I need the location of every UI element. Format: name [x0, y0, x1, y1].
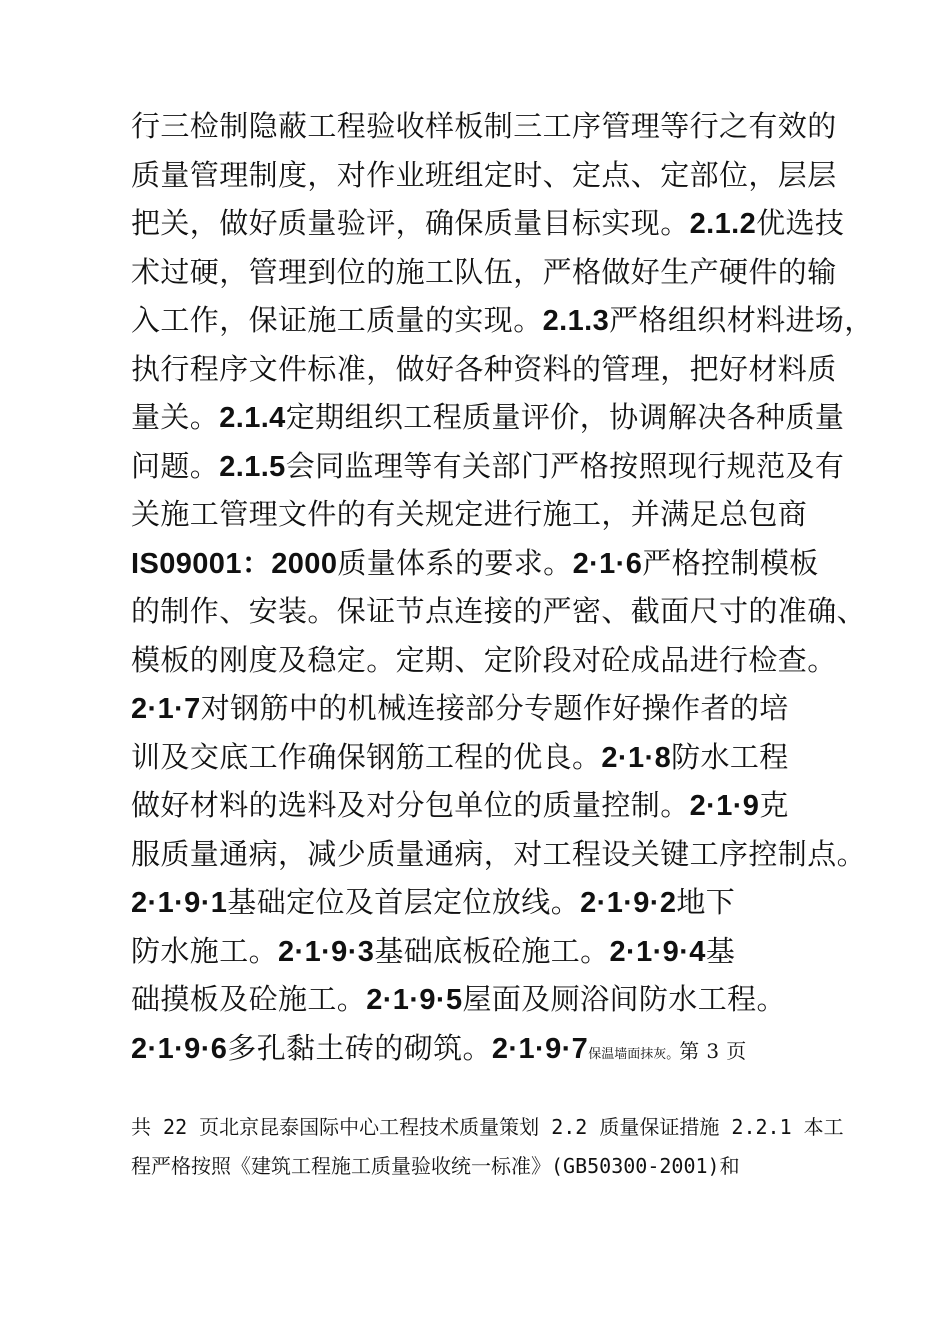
text-segment: 对钢筋中的机械连接部分专题作好操作者的培 — [200, 691, 789, 725]
clause-number: 2·1·9·1 — [131, 887, 228, 919]
text-segment: 把关，做好质量验评，确保质量目标实现。 — [131, 206, 690, 240]
clause-number: 2·1·9·6 — [131, 1032, 228, 1065]
text-line — [131, 442, 851, 491]
clause-number: 2·1·8 — [601, 741, 672, 774]
text-segment: 行三检制隐蔽工程验收样板制三工序管理等行之有效的 — [131, 109, 837, 143]
clause-number: 2·1·9·5 — [366, 984, 463, 1016]
text-segment: 质量体系的要求。 — [337, 545, 573, 580]
text-line — [131, 393, 851, 442]
text-line — [131, 975, 851, 1024]
text-line — [131, 927, 851, 976]
clause-number: 2·1·9 — [689, 790, 760, 822]
clause-number: 2.1.3 — [542, 305, 610, 337]
text-line — [131, 587, 867, 636]
clause-number: 2·1·6 — [572, 547, 643, 580]
text-segment: 执行程序文件标准，做好各种资料的管理，把好材料质 — [131, 351, 837, 386]
footer-line-2: 程严格按照《建筑工程施工质量验收统一标准》(GB50300-2001)和 — [131, 1154, 740, 1178]
clause-number: 2.1.4 — [219, 402, 286, 434]
page-label: 第 3 页 — [679, 1038, 747, 1063]
text-line — [131, 684, 851, 733]
text-segment: 地下 — [676, 885, 736, 919]
footer-line-1: 共 22 页北京昆泰国际中心工程技术质量策划 2.2 质量保证措施 2.2.1 本工 — [131, 1115, 844, 1139]
clause-number: 2·1·9·3 — [278, 935, 375, 968]
text-segment: 的制作、安装。保证节点连接的严密、截面尺寸的准确、 — [131, 594, 867, 628]
text-segment: 入工作，保证施工质量的实现。 — [131, 303, 543, 337]
text-segment: 优选技 — [756, 206, 845, 240]
text-segment: 础摸板及砼施工。 — [131, 982, 367, 1016]
text-line — [131, 345, 851, 394]
text-segment: 定期组织工程质量评价，协调解决各种质量 — [285, 400, 845, 434]
body-text — [131, 102, 874, 1072]
text-segment: 防水施工。 — [131, 933, 279, 968]
footer-text — [131, 1108, 851, 1186]
text-segment: 克 — [759, 788, 789, 822]
text-line — [131, 296, 874, 345]
clause-number: 2.1.2 — [689, 208, 757, 240]
text-segment: 多孔黏土砖的砌筑。 — [227, 1030, 492, 1065]
text-segment: 基础定位及首层定位放线。 — [227, 885, 581, 919]
clause-number: 2·1·9·4 — [609, 935, 706, 968]
clause-number: 2.1.5 — [219, 450, 286, 483]
clause-number: 2·1·9·2 — [580, 887, 677, 919]
text-segment: 服质量通病，减少质量通病，对工程设关键工序控制点。 — [131, 836, 867, 871]
text-segment: 质量管理制度，对作业班组定时、定点、定部位，层层 — [131, 157, 837, 192]
text-segment: 问题。 — [131, 448, 220, 483]
text-segment: 关施工管理文件的有关规定进行施工，并满足总包商 — [131, 497, 808, 531]
text-segment: 防水工程 — [671, 739, 789, 774]
text-segment: 会同监理等有关部门严格按照现行规范及有 — [285, 448, 845, 483]
text-line — [131, 102, 851, 151]
text-segment: 严格组织材料进场， — [609, 303, 874, 337]
text-segment: 基 — [705, 933, 736, 968]
text-line — [131, 490, 851, 539]
text-line — [131, 830, 867, 879]
text-segment: 模板的刚度及稳定。定期、定阶段对砼成品进行检查。 — [131, 642, 837, 677]
text-line — [131, 199, 851, 248]
text-segment: 严格控制模板 — [642, 545, 819, 580]
text-line — [131, 781, 851, 830]
text-line — [131, 1024, 851, 1073]
text-segment: 屋面及厕浴间防水工程。 — [462, 982, 786, 1016]
text-segment: 基础底板砼施工。 — [374, 933, 610, 968]
text-line — [131, 878, 851, 927]
text-line — [131, 151, 851, 200]
small-text: 保温墙面抹灰。 — [588, 1046, 680, 1062]
text-line — [131, 636, 851, 685]
clause-number: IS09001：2000 — [131, 547, 338, 580]
text-line — [131, 733, 851, 782]
clause-number: 2·1·7 — [131, 693, 201, 725]
text-segment: 做好材料的选料及对分包单位的质量控制。 — [131, 788, 690, 822]
text-segment: 术过硬，管理到位的施工队伍，严格做好生产硬件的输 — [131, 254, 837, 289]
text-line — [131, 248, 851, 297]
text-segment: 量关。 — [131, 400, 220, 434]
text-segment: 训及交底工作确保钢筋工程的优良。 — [131, 739, 602, 774]
text-line — [131, 539, 851, 588]
clause-number: 2·1·9·7 — [491, 1032, 589, 1065]
